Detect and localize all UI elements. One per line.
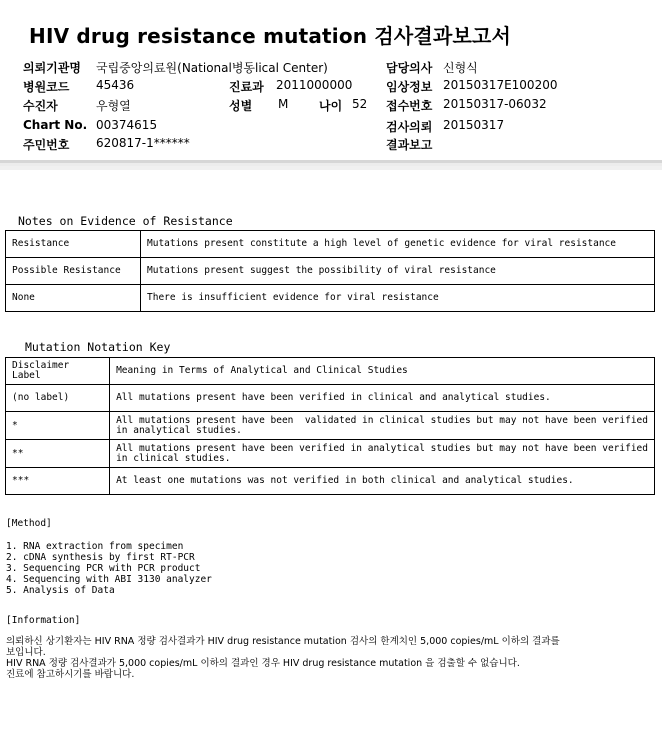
key-row-label: * [6, 412, 110, 440]
notes-row-text: There is insufficient evidence for viral resistance [141, 285, 655, 312]
key-row-text: Meaning in Terms of Analytical and Clinical Studies [110, 358, 655, 385]
key-row-text: All mutations present have been validated in clinical studies but may not have been verified in analytical studies. [110, 412, 655, 440]
receipt-label: 접수번호 [386, 99, 433, 113]
key-row-text: All mutations present have been verified in analytical studies but may not have been verified in clinical studies. [110, 440, 655, 468]
institution-label: 의뢰기관명 [23, 61, 81, 75]
patient-value: 우형열 [96, 99, 131, 113]
table-row [6, 358, 655, 385]
sex-value: M [278, 97, 289, 111]
information-line: HIV RNA 정량 검사결과가 5,000 copies/mL 이하의 결과인 경우 HIV drug resistance mutation 을 검출할 수 없습니다. [6, 658, 520, 669]
hospital-code-value: 45436 [96, 78, 135, 92]
information-line: 의뢰하신 상기환자는 HIV RNA 정량 검사결과가 HIV drug resistance mutation 검사의 한계치인 5,000 copies/mL 이하의 결과를 [6, 636, 560, 647]
key-row-label: (no label) [6, 385, 110, 412]
list-item: 2. cDNA synthesis by first RT-PCR [6, 552, 195, 563]
notes-row-label: None [6, 285, 141, 312]
key-row-label: *** [6, 468, 110, 495]
doctor-value: 신형식 [443, 61, 478, 75]
page-title: HIV drug resistance mutation 검사결과보고서 [29, 24, 512, 48]
department-label: 진료과 [229, 80, 264, 94]
notes-row-text: Mutations present constitute a high level of genetic evidence for viral resistance [141, 231, 655, 258]
notes-row-text: Mutations present suggest the possibility of viral resistance [141, 258, 655, 285]
patient-label: 수진자 [23, 99, 58, 113]
table-row [6, 440, 655, 468]
table-row [6, 468, 655, 495]
table-row [6, 258, 655, 285]
doctor-label: 담당의사 [386, 61, 433, 75]
chart-label: Chart No. [23, 118, 88, 132]
receipt-value: 20150317-06032 [443, 97, 547, 111]
institution-value: 국립중앙의료원(National병동lical Center) [96, 61, 328, 75]
list-item: 3. Sequencing PCR with PCR product [6, 563, 201, 574]
key-row-label: ** [6, 440, 110, 468]
table-row [6, 285, 655, 312]
information-line: 진료에 참고하시기를 바랍니다. [6, 669, 135, 680]
chart-value: 00374615 [96, 118, 158, 132]
request-label: 검사의뢰 [386, 120, 433, 134]
list-item: 4. Sequencing with ABI 3130 analyzer [6, 574, 212, 585]
key-row-text: At least one mutations was not verified in both clinical and analytical studies. [110, 468, 655, 495]
clinical-label: 임상정보 [386, 80, 433, 94]
table-row [6, 385, 655, 412]
rrn-value: 620817-1****** [96, 136, 190, 150]
report-header [0, 0, 662, 160]
information-line: 보입니다. [6, 647, 46, 658]
notes-row-label: Resistance [6, 231, 141, 258]
key-row-text: All mutations present have been verified in clinical and analytical studies. [110, 385, 655, 412]
notes-title: Notes on Evidence of Resistance [18, 214, 233, 228]
department-value: 2011000000 [276, 78, 353, 92]
age-label: 나이 [319, 99, 343, 113]
request-value: 20150317 [443, 118, 505, 132]
clinical-value: 20150317E100200 [443, 78, 558, 92]
key-title: Mutation Notation Key [25, 340, 171, 354]
method-heading: [Method] [6, 518, 52, 529]
information-heading: [Information] [6, 615, 81, 626]
key-row-label: Disclaimer Label [6, 358, 110, 385]
header-divider-shadow [0, 163, 662, 166]
key-table [5, 357, 655, 495]
hospital-code-label: 병원코드 [23, 80, 70, 94]
sex-label: 성별 [229, 99, 253, 113]
rrn-label: 주민번호 [23, 138, 70, 152]
table-row [6, 412, 655, 440]
list-item: 5. Analysis of Data [6, 585, 115, 596]
report-body [0, 170, 662, 754]
notes-row-label: Possible Resistance [6, 258, 141, 285]
report-label: 결과보고 [386, 138, 433, 152]
notes-table [5, 230, 655, 312]
table-row [6, 231, 655, 258]
list-item: 1. RNA extraction from specimen [6, 541, 184, 552]
age-value: 52 [352, 97, 368, 111]
